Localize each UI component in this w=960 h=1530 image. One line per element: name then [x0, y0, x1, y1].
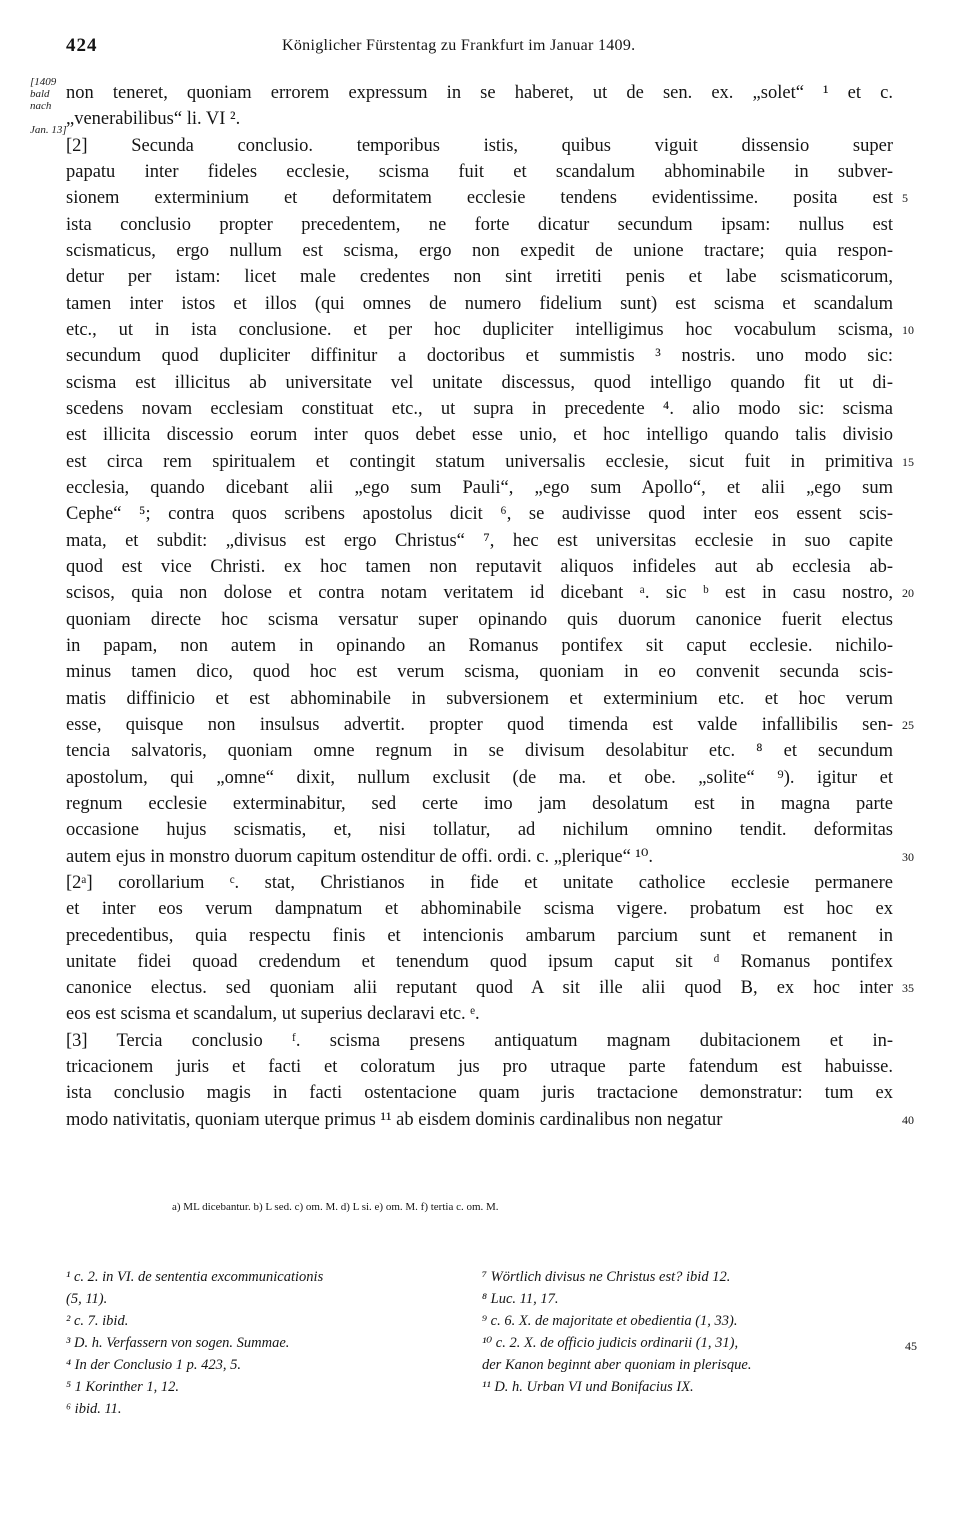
- text-line: est illicita discessio eorum inter quos debet esse unio, et hoc intelligo quando talis divisio: [66, 425, 893, 446]
- line-number: 35: [902, 981, 914, 996]
- text-line: regnum ecclesie exterminabitur, sed certe imo jam desolatum est in magna parte: [66, 793, 893, 814]
- text-line: sionem exterminium et deformitatem ecclesie tendens evidentissime. posita est: [66, 188, 893, 209]
- footnote-line: ² c. 7. ibid.: [66, 1313, 129, 1329]
- footnote-line: ³ D. h. Verfassern von sogen. Summae.: [66, 1335, 290, 1351]
- text-line: ista conclusio magis in facti ostentacione quam juris tractacione demonstratur: tum ex: [66, 1083, 893, 1104]
- text-line: in papam, non autem in opinando an Romanus pontifex sit caput ecclesie. nichilo-: [66, 635, 893, 656]
- text-line: matis diffinicio et est abhominabile in subversionem et exterminium etc. et hoc verum: [66, 688, 893, 709]
- footnote-line: ¹⁰ c. 2. X. de officio judicis ordinarii (1, 31),: [482, 1335, 739, 1351]
- line-number: 30: [902, 849, 914, 864]
- line-number: 20: [902, 586, 914, 601]
- text-line: et inter eos verum dampnatum et abhominabile scisma vigere. probatum est hoc ex: [66, 899, 893, 920]
- margin-date-note: [30, 76, 70, 136]
- text-line: secundum quod dupliciter diffinitur a doctoribus et summistis ³ nostris. uno modo sic:: [66, 346, 893, 367]
- line-number: 15: [902, 454, 914, 469]
- text-line: scismaticus, ergo nullum est scisma, ergo non expedit de unione tractare; quia respon-: [66, 240, 893, 261]
- footnote-line: ⁵ 1 Korinther 1, 12.: [66, 1379, 179, 1395]
- main-text: [66, 80, 893, 1133]
- text-line: scisos, quia non dolose et contra notam veritatem id dicebant ᵃ. sic ᵇ est in casu nostro,: [66, 583, 893, 604]
- line-number: 5: [902, 191, 908, 206]
- text-line: tencia salvatoris, quoniam omne regnum in se divisum desolabitur etc. ⁸ et secundum: [66, 741, 893, 762]
- footnote-line: ⁴ In der Conclusio 1 p. 423, 5.: [66, 1357, 242, 1373]
- text-line: quoniam directe hoc scisma versatur super opinando quis duorum canonice fuerit electus: [66, 609, 893, 630]
- text-line: minus tamen dico, quod hoc est verum scisma, quoniam in eo convenit secunda scis-: [66, 662, 893, 683]
- text-line: scisma est illicitus ab universitate vel unitate discessus, quod intelligo quando fit ut di-: [66, 372, 893, 393]
- text-line: unitate fidei quoad credendum et tenendum quod ipsum caput sit ᵈ Romanus pontifex: [66, 951, 893, 972]
- text-line: canonice electus. sed quoniam alii reputant quod A sit ille alii quod B, ex hoc inter: [66, 978, 893, 999]
- text-line: quod est vice Christi. ex hoc tamen non reputavit aliquos infideles aut ab ecclesia ab-: [66, 556, 893, 577]
- text-line: eos est scisma et scandalum, ut superius declaravi etc. ᵉ.: [66, 1004, 480, 1025]
- footnote-line: ⁶ ibid. 11.: [66, 1401, 122, 1417]
- footnotes-left-column: [66, 1266, 466, 1420]
- margin-note-line: [1409: [30, 76, 57, 88]
- text-line: ecclesia, quando dicebant alii „ego sum Pauli“, „ego sum Apollo“, et alii „ego sum: [66, 477, 893, 498]
- text-line: papatu inter fideles ecclesie, scisma fuit et scandalum abhominabile in subver-: [66, 161, 893, 182]
- critical-apparatus: a) ML dicebantur. b) L sed. c) om. M. d) L si. e) om. M. f) tertia c. om. M.: [172, 1201, 499, 1213]
- text-line: autem ejus in monstro duorum capitum ostenditur de offi. ordi. c. „plerique“ ¹⁰.: [66, 846, 654, 867]
- footnote-line: der Kanon beginnt aber quoniam in plerisque.: [482, 1357, 752, 1373]
- footnote-line: ⁸ Luc. 11, 17.: [482, 1291, 559, 1307]
- margin-note-line: bald: [30, 88, 50, 100]
- text-line: apostolum, qui „omne“ dixit, nullum exclusit (de ma. et obe. „solite“ ⁹). igitur et: [66, 767, 893, 788]
- line-number: 40: [902, 1112, 914, 1127]
- text-line: detur per istam: licet male credentes non sint irretiti penis et labe scismaticorum,: [66, 267, 893, 288]
- page-header: [66, 35, 896, 65]
- text-line: precedentibus, quia respectu finis et intencionis ambarum parcium sunt et remanent in: [66, 925, 893, 946]
- footnote-line: (5, 11).: [66, 1291, 108, 1307]
- text-line: [3] Tercia conclusio ᶠ. scisma presens antiquatum magnam dubitacionem et in-: [66, 1030, 893, 1051]
- text-line: tricacionem juris et facti et coloratum jus pro utraque parte fatendum est habuisse.: [66, 1057, 893, 1078]
- line-number: 10: [902, 322, 914, 337]
- text-line: non teneret, quoniam errorem expressum in se haberet, ut de sen. ex. „solet“ ¹ et c.: [66, 83, 893, 103]
- footnotes-right-column: [482, 1266, 902, 1398]
- footnote-line: ⁷ Wörtlich divisus ne Christus est? ibid 12.: [482, 1269, 731, 1285]
- text-line: mata, et subdit: „divisus est ergo Christus“ ⁷, hec est universitas ecclesie in suo capite: [66, 530, 893, 551]
- margin-note-line: Jan. 13]: [30, 124, 67, 136]
- footnote-line: ¹ c. 2. in VI. de sententia excommunicationis: [66, 1269, 324, 1285]
- text-line: modo nativitatis, quoniam uterque primus ¹¹ ab eisdem dominis cardinalibus non negatur: [66, 1109, 723, 1130]
- footnote-line: ⁹ c. 6. X. de majoritate et obedientia (1, 33).: [482, 1313, 738, 1329]
- footnote-line-number: 45: [905, 1339, 917, 1353]
- text-line: est circa rem spiritualem et contingit statum universalis ecclesie, sicut fuit in primitiva: [66, 451, 893, 472]
- page-number: 424: [66, 35, 98, 56]
- text-line: scedens novam ecclesiam constituat etc., ut supra in precedente ⁴. alio modo sic: scisma: [66, 398, 893, 419]
- text-line: ista conclusio propter precedentem, ne forte dicatur secundum ipsam: nullus est: [66, 214, 893, 235]
- text-line: esse, quisque non insulsus advertit. propter quod timenda est valde infallibilis sen-: [66, 714, 893, 735]
- text-line: [2] Secunda conclusio. temporibus istis, quibus viguit dissensio super: [66, 135, 893, 156]
- text-line: Cephe“ ⁵; contra quos scribens apostolus dicit ⁶, se audivisse quod inter eos essent scis-: [66, 504, 893, 525]
- text-line: occasione hujus scismatis, et, nisi tollatur, ad nichilum omnino tendit. deformitas: [66, 820, 893, 841]
- running-head: Königlicher Fürstentag zu Frankfurt im Januar 1409.: [282, 37, 636, 54]
- line-number: 25: [902, 717, 914, 732]
- text-line: [2ᵃ] corollarium ᶜ. stat, Christianos in fide et unitate catholice ecclesie permanere: [66, 872, 893, 893]
- text-line: tamen inter istos et illos (qui omnes de numero fidelium sunt) est scisma et scandalum: [66, 293, 893, 314]
- text-line: „venerabilibus“ li. VI ².: [66, 109, 241, 130]
- text-line: etc., ut in ista conclusione. et per hoc dupliciter intelligimus hoc vocabulum scisma,: [66, 319, 893, 340]
- footnote-line: ¹¹ D. h. Urban VI und Bonifacius IX.: [482, 1379, 694, 1395]
- margin-note-line: nach: [30, 100, 52, 112]
